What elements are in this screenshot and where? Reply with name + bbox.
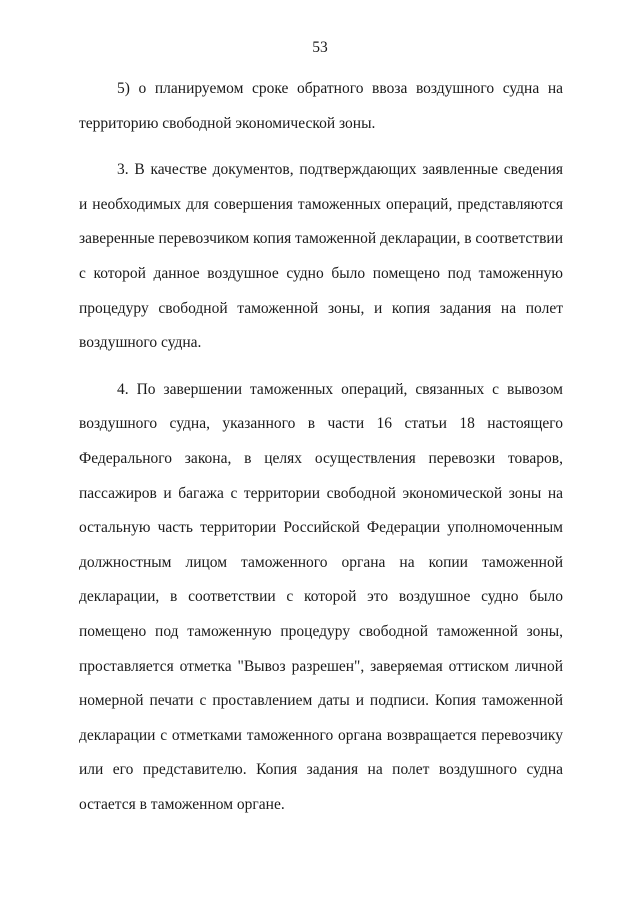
- paragraph-item-5: 5) о планируемом сроке обратного ввоза воздушного судна на территорию свободной экономической зоны.: [79, 80, 563, 132]
- page-number: 53: [312, 39, 328, 56]
- paragraph-section-4: 4. По завершении таможенных операций, связанных с вывозом воздушного судна, указанного в части 16 статьи 18 настоящего Федерального закона, в целях осуществления перевозки товаров, пассажиров и багажа с территории свободной экономической зоны на остальную часть территории Российской Федерации уполномоченным должностным лицом таможенного органа на копии таможенной декларации, в соответствии с которой это воздушное судно было помещено под таможенную процедуру свободной таможенной зоны, проставляется отметка "Вывоз разрешен", заверяемая оттиском личной номерной печати с проставлением даты и подписи. Копия таможенной декларации с отметками таможенного органа возвращается перевозчику или его представителю. Копия задания на полет воздушного судна остается в таможенном органе.: [79, 380, 563, 813]
- paragraph-section-3: 3. В качестве документов, подтверждающих заявленные сведения и необходимых для совершения таможенных операций, представляются заверенные перевозчиком копия таможенной декларации, в соответствии с которой данное воздушное судно было помещено под таможенную процедуру свободной таможенной зоны, и копия задания на полет воздушного судна.: [79, 161, 563, 352]
- document-body: [79, 72, 563, 834]
